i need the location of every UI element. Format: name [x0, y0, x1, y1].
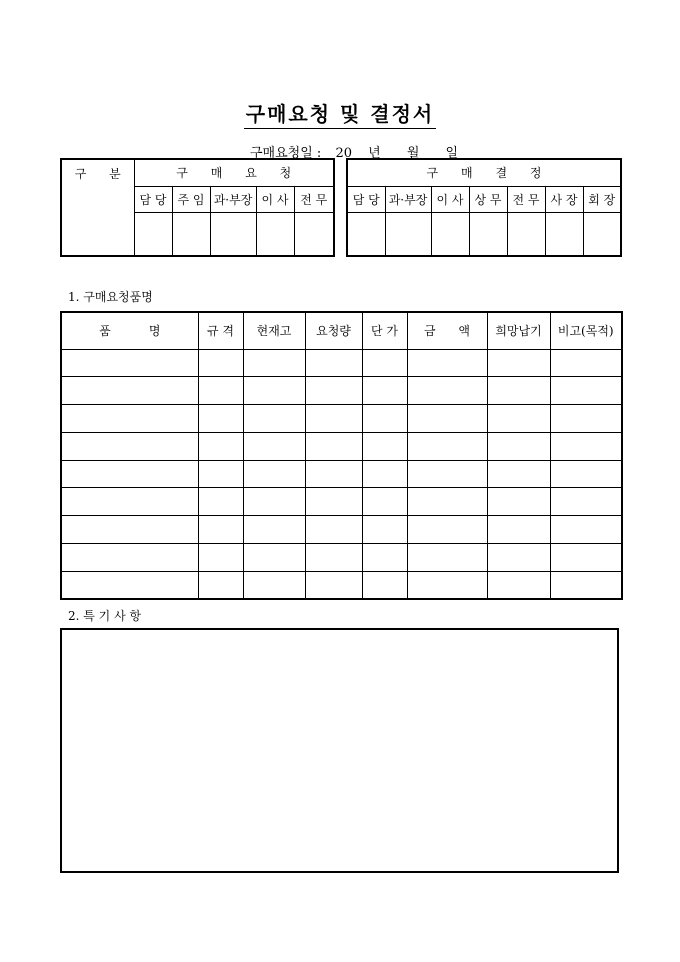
table-cell[interactable] [407, 460, 487, 488]
table-cell[interactable] [198, 488, 243, 516]
column-header: 현재고 [243, 312, 305, 349]
table-cell[interactable] [198, 349, 243, 377]
role-label: 과·부장 [210, 186, 256, 212]
signature-cell[interactable] [134, 212, 172, 256]
items-table [60, 311, 623, 600]
table-cell[interactable] [487, 544, 550, 572]
role-label: 이 사 [431, 186, 469, 212]
signature-cell[interactable] [507, 212, 545, 256]
table-cell[interactable] [305, 544, 362, 572]
table-cell[interactable] [487, 432, 550, 460]
table-cell[interactable] [243, 432, 305, 460]
signature-cell[interactable] [545, 212, 583, 256]
table-cell[interactable] [487, 460, 550, 488]
table-cell[interactable] [550, 516, 622, 544]
table-cell[interactable] [305, 571, 362, 599]
table-cell[interactable] [362, 349, 407, 377]
table-cell[interactable] [61, 377, 198, 405]
role-label: 주 임 [172, 186, 210, 212]
role-label: 담 당 [134, 186, 172, 212]
table-cell[interactable] [550, 377, 622, 405]
table-cell[interactable] [407, 571, 487, 599]
section1-label: 1. 구매요청품명 [68, 290, 153, 304]
column-header: 요청량 [305, 312, 362, 349]
table-row [61, 377, 622, 405]
table-cell[interactable] [362, 571, 407, 599]
table-cell[interactable] [243, 349, 305, 377]
signature-cell[interactable] [256, 212, 294, 256]
table-row [61, 516, 622, 544]
table-cell[interactable] [407, 488, 487, 516]
date-day-unit: 일 [445, 146, 459, 161]
table-row [61, 405, 622, 433]
decision-approval-box [346, 158, 622, 257]
table-cell[interactable] [243, 460, 305, 488]
table-cell[interactable] [243, 488, 305, 516]
table-cell[interactable] [198, 460, 243, 488]
table-cell[interactable] [305, 405, 362, 433]
table-cell[interactable] [487, 349, 550, 377]
table-cell[interactable] [487, 516, 550, 544]
table-cell[interactable] [61, 571, 198, 599]
signature-cell[interactable] [469, 212, 507, 256]
table-cell[interactable] [550, 432, 622, 460]
role-label: 상 무 [469, 186, 507, 212]
table-cell[interactable] [362, 432, 407, 460]
table-cell[interactable] [487, 571, 550, 599]
signature-cell[interactable] [210, 212, 256, 256]
role-label: 전 무 [507, 186, 545, 212]
table-cell[interactable] [61, 349, 198, 377]
table-cell[interactable] [362, 516, 407, 544]
table-cell[interactable] [243, 405, 305, 433]
table-cell[interactable] [407, 405, 487, 433]
table-row [61, 349, 622, 377]
table-row [61, 544, 622, 572]
table-cell[interactable] [407, 544, 487, 572]
table-cell[interactable] [487, 488, 550, 516]
table-cell[interactable] [362, 488, 407, 516]
request-approval-box [60, 158, 335, 257]
table-cell[interactable] [550, 405, 622, 433]
column-header: 품 명 [61, 312, 198, 349]
signature-cell[interactable] [431, 212, 469, 256]
decision-header: 구 매 결 정 [347, 159, 621, 186]
date-label: 구매요청일 : [250, 146, 322, 161]
table-row [61, 488, 622, 516]
signature-cell[interactable] [385, 212, 431, 256]
items-header-row [61, 312, 622, 349]
document-title: 구매요청 및 결정서 [0, 98, 680, 127]
table-cell[interactable] [305, 377, 362, 405]
table-cell[interactable] [61, 488, 198, 516]
table-cell[interactable] [61, 516, 198, 544]
table-cell[interactable] [550, 571, 622, 599]
table-row [61, 432, 622, 460]
table-cell[interactable] [243, 544, 305, 572]
date-month-unit: 월 [406, 146, 420, 161]
table-cell[interactable] [407, 516, 487, 544]
table-cell[interactable] [305, 460, 362, 488]
table-cell[interactable] [362, 405, 407, 433]
role-label: 담 당 [347, 186, 385, 212]
request-header: 구 매 요 청 [134, 159, 334, 186]
table-cell[interactable] [198, 544, 243, 572]
signature-cell[interactable] [583, 212, 621, 256]
signature-cell[interactable] [172, 212, 210, 256]
table-cell[interactable] [305, 488, 362, 516]
column-header: 단 가 [362, 312, 407, 349]
table-cell[interactable] [198, 405, 243, 433]
table-cell[interactable] [198, 432, 243, 460]
table-cell[interactable] [198, 377, 243, 405]
table-cell[interactable] [550, 460, 622, 488]
column-header: 비고(목적) [550, 312, 622, 349]
table-cell[interactable] [243, 571, 305, 599]
table-cell[interactable] [305, 516, 362, 544]
table-cell[interactable] [487, 377, 550, 405]
table-cell[interactable] [550, 544, 622, 572]
table-row [61, 460, 622, 488]
table-cell[interactable] [243, 377, 305, 405]
division-header: 구 분 [61, 159, 134, 256]
role-label: 이 사 [256, 186, 294, 212]
table-cell[interactable] [362, 544, 407, 572]
table-cell[interactable] [305, 349, 362, 377]
role-label: 회 장 [583, 186, 621, 212]
table-cell[interactable] [61, 460, 198, 488]
role-label: 과·부장 [385, 186, 431, 212]
table-cell[interactable] [407, 432, 487, 460]
role-label: 전 무 [294, 186, 334, 212]
date-year-unit: 년 [368, 146, 381, 161]
signature-cell[interactable] [347, 212, 385, 256]
signature-cell[interactable] [294, 212, 334, 256]
special-notes-box[interactable] [60, 628, 619, 873]
table-cell[interactable] [487, 405, 550, 433]
table-cell[interactable] [407, 377, 487, 405]
role-label: 사 장 [545, 186, 583, 212]
table-row [61, 571, 622, 599]
column-header: 규 격 [198, 312, 243, 349]
table-cell[interactable] [407, 349, 487, 377]
section2-label: 2. 특 기 사 항 [68, 609, 142, 623]
table-cell[interactable] [61, 405, 198, 433]
table-cell[interactable] [305, 432, 362, 460]
table-cell[interactable] [362, 460, 407, 488]
table-cell[interactable] [550, 488, 622, 516]
table-cell[interactable] [198, 571, 243, 599]
column-header: 금 액 [407, 312, 487, 349]
table-cell[interactable] [198, 516, 243, 544]
date-year: 20 [335, 146, 352, 161]
table-cell[interactable] [243, 516, 305, 544]
column-header: 희망납기 [487, 312, 550, 349]
table-cell[interactable] [550, 349, 622, 377]
table-cell[interactable] [61, 432, 198, 460]
table-cell[interactable] [61, 544, 198, 572]
table-cell[interactable] [362, 377, 407, 405]
